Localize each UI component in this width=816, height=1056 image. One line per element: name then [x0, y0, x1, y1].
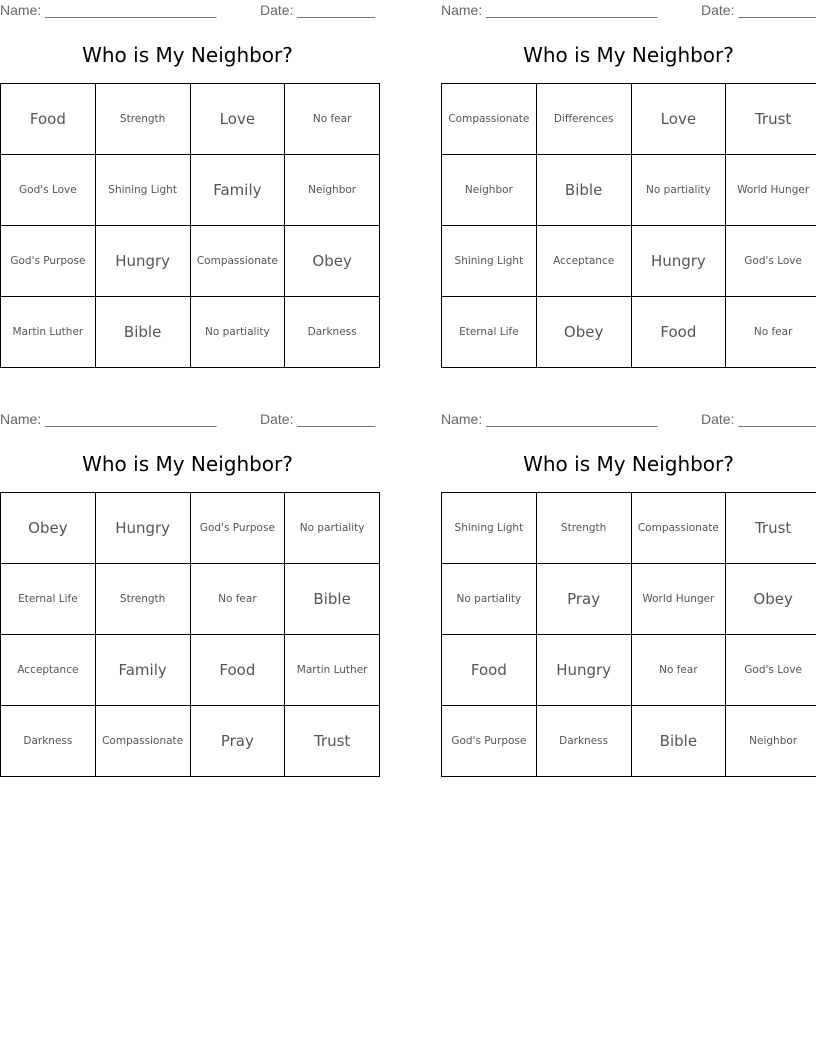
card-title: Who is My Neighbor? [82, 43, 293, 67]
grid-row [1, 635, 380, 706]
grid-row [442, 297, 816, 368]
grid-row [442, 155, 816, 226]
name-field[interactable]: Name: ______________________ [0, 2, 217, 18]
bingo-cell: Darkness [285, 297, 380, 368]
bingo-cell: No partiality [285, 493, 380, 564]
bingo-cell: Family [190, 155, 285, 226]
bingo-cell: Shining Light [442, 493, 537, 564]
bingo-cell: God's Love [1, 155, 96, 226]
bingo-cell: No fear [631, 635, 726, 706]
bingo-cell: Neighbor [726, 706, 816, 777]
bingo-cell: Shining Light [95, 155, 190, 226]
bingo-card [441, 0, 816, 341]
bingo-cell: Martin Luther [285, 635, 380, 706]
bingo-cell: No fear [190, 564, 285, 635]
bingo-cell: Food [190, 635, 285, 706]
card-header [441, 409, 816, 431]
grid-row [442, 226, 816, 297]
bingo-cell: Hungry [536, 635, 631, 706]
bingo-cell: Compassionate [190, 226, 285, 297]
bingo-cell: Food [631, 297, 726, 368]
date-field[interactable]: Date: __________ [701, 411, 816, 427]
card-title: Who is My Neighbor? [523, 43, 734, 67]
bingo-cell: Strength [95, 84, 190, 155]
bingo-cell: Neighbor [285, 155, 380, 226]
grid-row [1, 706, 380, 777]
bingo-grid [0, 492, 380, 777]
grid-row [1, 84, 380, 155]
bingo-grid [0, 83, 380, 368]
bingo-cell: Pray [190, 706, 285, 777]
date-field[interactable]: Date: __________ [260, 411, 376, 427]
bingo-cell: World Hunger [726, 155, 816, 226]
bingo-card [0, 0, 376, 341]
bingo-cell: Obey [285, 226, 380, 297]
name-field[interactable]: Name: ______________________ [441, 411, 658, 427]
bingo-cell: Bible [536, 155, 631, 226]
bingo-grid [441, 83, 816, 368]
bingo-cell: Trust [285, 706, 380, 777]
bingo-cell: Love [631, 84, 726, 155]
date-field[interactable]: Date: __________ [260, 2, 376, 18]
bingo-cell: Compassionate [442, 84, 537, 155]
grid-row [1, 493, 380, 564]
bingo-cell: Shining Light [442, 226, 537, 297]
card-header [441, 0, 816, 22]
card-title: Who is My Neighbor? [523, 452, 734, 476]
grid-row [442, 564, 816, 635]
date-field[interactable]: Date: __________ [701, 2, 816, 18]
grid-row [442, 84, 816, 155]
bingo-cell: Obey [726, 564, 816, 635]
bingo-cell: Eternal Life [1, 564, 96, 635]
bingo-cell: Strength [95, 564, 190, 635]
bingo-cell: Hungry [95, 226, 190, 297]
grid-row [1, 226, 380, 297]
bingo-cell: Bible [95, 297, 190, 368]
bingo-cell: Love [190, 84, 285, 155]
name-field[interactable]: Name: ______________________ [441, 2, 658, 18]
bingo-cell: Pray [536, 564, 631, 635]
card-header [0, 409, 375, 431]
bingo-cell: God's Purpose [190, 493, 285, 564]
bingo-cell: Darkness [1, 706, 96, 777]
grid-row [442, 635, 816, 706]
bingo-cell: No fear [726, 297, 816, 368]
grid-row [1, 297, 380, 368]
grid-row [1, 155, 380, 226]
bingo-cell: Trust [726, 84, 816, 155]
bingo-cell: No partiality [442, 564, 537, 635]
bingo-card [441, 409, 816, 750]
card-title: Who is My Neighbor? [82, 452, 293, 476]
bingo-cell: No partiality [190, 297, 285, 368]
bingo-cell: World Hunger [631, 564, 726, 635]
grid-row [442, 493, 816, 564]
bingo-grid [441, 492, 816, 777]
bingo-cell: Obey [536, 297, 631, 368]
bingo-cell: God's Purpose [1, 226, 96, 297]
name-field[interactable]: Name: ______________________ [0, 411, 217, 427]
bingo-card [0, 409, 376, 750]
bingo-cell: Darkness [536, 706, 631, 777]
bingo-cell: Hungry [631, 226, 726, 297]
bingo-cell: No partiality [631, 155, 726, 226]
grid-row [1, 564, 380, 635]
bingo-cell: Obey [1, 493, 96, 564]
bingo-cell: Hungry [95, 493, 190, 564]
bingo-cell: No fear [285, 84, 380, 155]
bingo-cell: Acceptance [536, 226, 631, 297]
bingo-cell: Family [95, 635, 190, 706]
bingo-cell: Compassionate [631, 493, 726, 564]
bingo-cell: Bible [285, 564, 380, 635]
card-header [0, 0, 375, 22]
bingo-cell: Trust [726, 493, 816, 564]
bingo-cell: Food [442, 635, 537, 706]
bingo-cell: Food [1, 84, 96, 155]
bingo-cell: Acceptance [1, 635, 96, 706]
bingo-cell: Neighbor [442, 155, 537, 226]
bingo-cell: God's Love [726, 635, 816, 706]
bingo-cell: Eternal Life [442, 297, 537, 368]
bingo-cell: Differences [536, 84, 631, 155]
bingo-cell: Compassionate [95, 706, 190, 777]
bingo-cell: Strength [536, 493, 631, 564]
bingo-cell: God's Purpose [442, 706, 537, 777]
bingo-cell: Bible [631, 706, 726, 777]
grid-row [442, 706, 816, 777]
bingo-cell: God's Love [726, 226, 816, 297]
bingo-cell: Martin Luther [1, 297, 96, 368]
